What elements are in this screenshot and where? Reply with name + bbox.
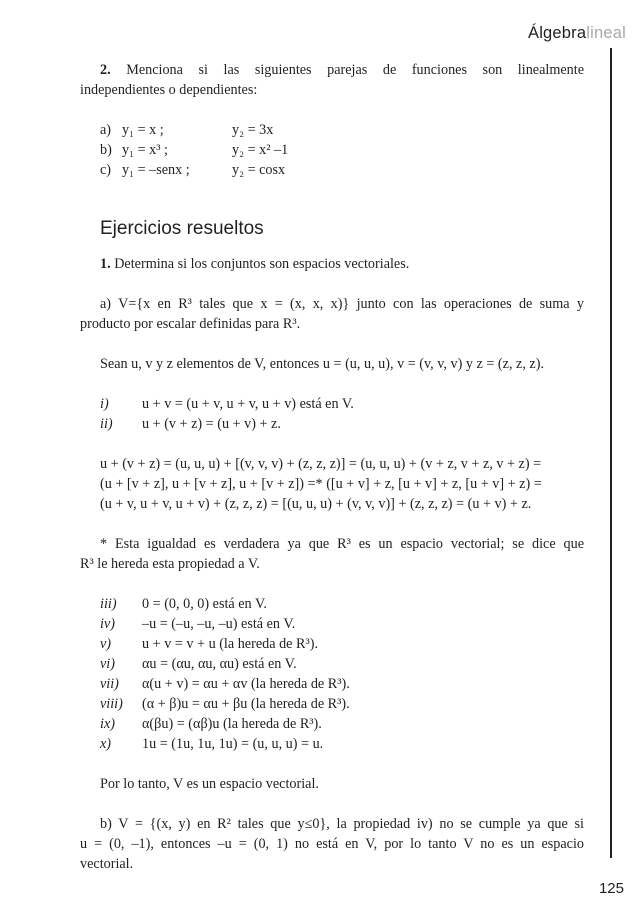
property-vi: vi) αu = (αu, αu, αu) está en V.	[100, 656, 297, 672]
part-a-line-1: a) V={x en R³ tales que x = (x, x, x)} junto con las operaciones de suma y	[100, 296, 584, 312]
part-b-line-3: vectorial.	[80, 856, 134, 872]
note-line-1: * Esta igualdad es verdadera ya que R³ es un espacio vectorial; se dice que	[100, 536, 584, 552]
property-vii: vii) α(u + v) = αu + αv (la hereda de R³).	[100, 676, 350, 692]
part-b-line-1: b) V = {(x, y) en R² tales que y≤0}, la propiedad iv) no se cumple ya que si	[100, 816, 584, 832]
part-a-line-2: producto por escalar definidas para R³.	[80, 316, 301, 332]
property-i: i) u + v = (u + v, u + v, u + v) está en V.	[100, 396, 354, 412]
property-iv: iv) –u = (–u, –u, –u) está en V.	[100, 616, 296, 632]
property-iii: iii) 0 = (0, 0, 0) está en V.	[100, 596, 267, 612]
margin-rule	[610, 48, 612, 858]
equation-line-1: u + (v + z) = (u, u, u) + [(v, v, v) + (z, z, z)] = (u, u, u) + (v + z, v + z, v + z) =	[100, 456, 542, 472]
section-title: Ejercicios resueltos	[100, 218, 264, 239]
sean-statement: Sean u, v y z elementos de V, entonces u = (u, u, u), v = (v, v, v) y z = (z, z, z).	[100, 356, 544, 372]
property-x: x) 1u = (1u, 1u, 1u) = (u, u, u) = u.	[100, 736, 324, 752]
property-ii: ii) u + (v + z) = (u + v) + z.	[100, 416, 281, 432]
page-content	[80, 60, 584, 874]
running-header	[528, 24, 626, 43]
note-line-2: R³ le hereda esta propiedad a V.	[80, 556, 260, 572]
property-v: v) u + v = v + u (la hereda de R³).	[100, 636, 318, 652]
header-title-sub: lineal	[586, 24, 626, 42]
conclusion: Por lo tanto, V es un espacio vectorial.	[100, 776, 319, 792]
exercise-2-line-2: independientes o dependientes:	[80, 82, 258, 98]
equation-line-3: (u + v, u + v, u + v) + (z, z, z) = [(u, u, u) + (v, v, v)] + (z, z, z) = (u + v) + z.	[100, 496, 532, 512]
equation-line-2: (u + [v + z], u + [v + z], u + [v + z]) =* ([u + v] + z, [u + v] + z, [u + v] + z) =	[100, 476, 542, 492]
function-pairs-list	[80, 120, 584, 180]
exercise-2-number: 2.	[100, 62, 111, 78]
exercise-1-number: 1.	[100, 256, 111, 272]
properties-i-ii	[80, 394, 584, 434]
property-viii: viii) (α + β)u = αu + βu (la hereda de R³).	[100, 696, 350, 712]
function-pair-c: c) y₁ = –senx ; y₂ = cosx	[100, 162, 286, 178]
function-pair-a: a) y₁ = x ; y₂ = 3x	[100, 122, 274, 138]
page-number: 125	[598, 880, 624, 897]
function-pair-b: b) y₁ = x³ ; y₂ = x² –1	[100, 142, 289, 158]
exercise-1-statement: 1. Determina si los conjuntos son espacios vectoriales.	[100, 256, 410, 272]
property-ix: ix) α(βu) = (αβ)u (la hereda de R³).	[100, 716, 322, 732]
part-b-line-2: u = (0, –1), entonces –u = (0, 1) no está en V, por lo tanto V no es un espacio	[80, 836, 584, 852]
exercise-2-line-1: 2. Menciona si las siguientes parejas de funciones son linealmente	[100, 62, 584, 78]
header-title-main: Álgebra	[527, 24, 587, 42]
properties-iii-x	[80, 594, 584, 754]
